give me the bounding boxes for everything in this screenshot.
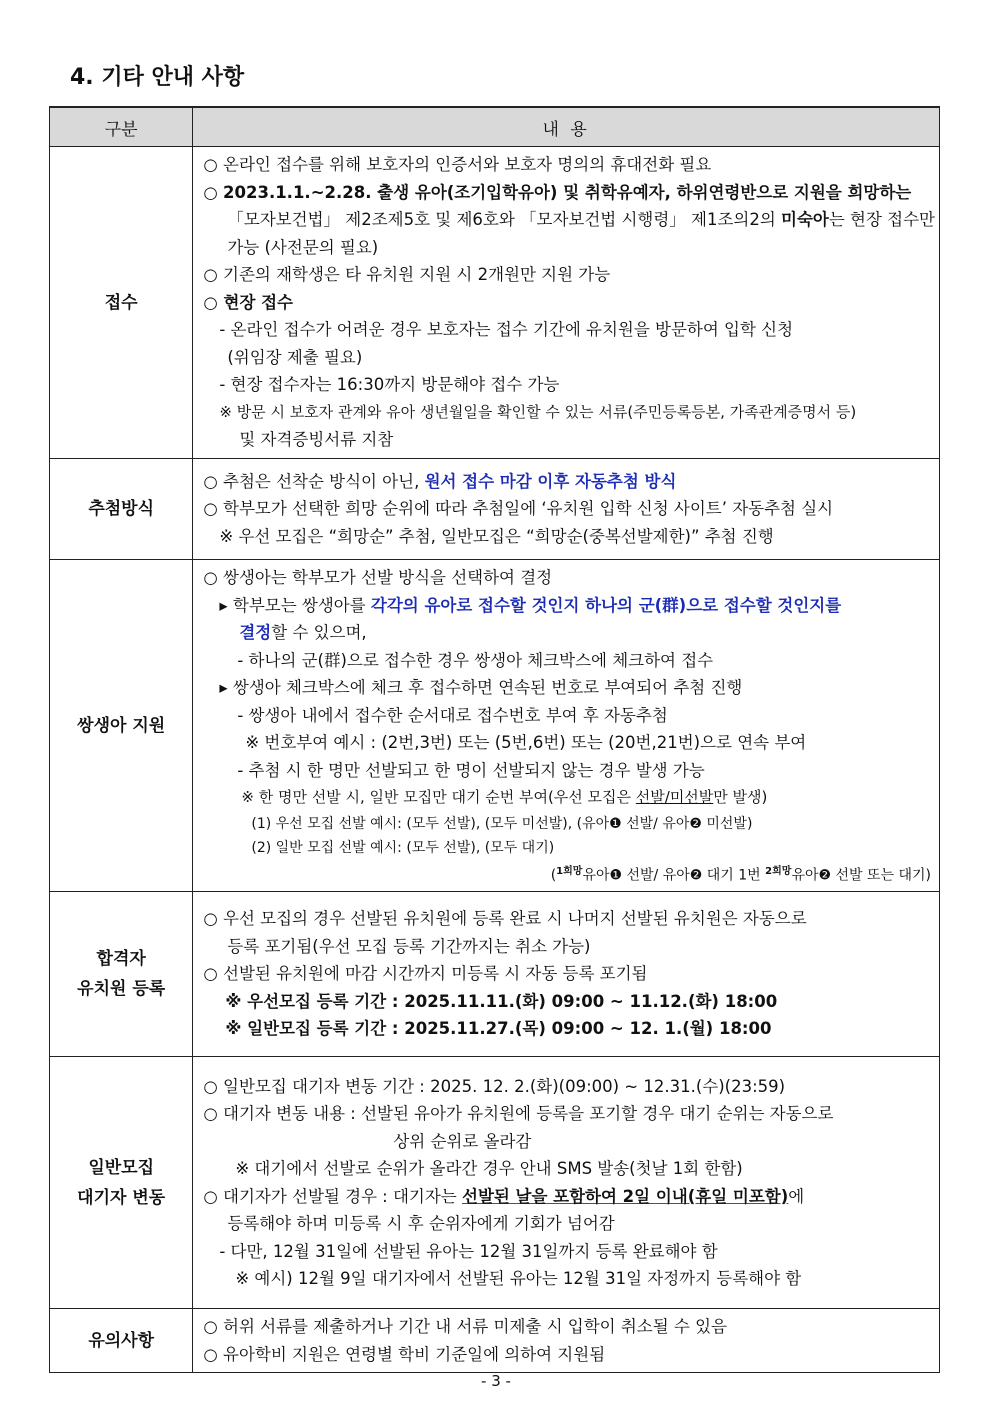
text-line: - 현장 접수자는 16:30까지 방문해야 접수 가능 [219, 375, 560, 395]
row-category: 유의사항 [50, 1309, 193, 1373]
text-line: ○ 선발된 유치원에 마감 시간까지 미등록 시 자동 등록 포기됨 [203, 964, 648, 984]
row-category: 쌍생아 지원 [50, 560, 193, 892]
row-content [193, 892, 940, 1057]
row-content [193, 147, 940, 459]
text-line: ○ 허위 서류를 제출하거나 기간 내 서류 미제출 시 입학이 취소될 수 있음 [203, 1317, 727, 1337]
table-row [50, 147, 940, 459]
text-line: (위임장 제출 필요) [227, 347, 363, 367]
table-row [50, 459, 940, 560]
text-line: ▸ 쌍생아 체크박스에 체크 후 접수하면 연속된 번호로 부여되어 추첨 진행 [219, 678, 743, 697]
text-line: ○ 대기자가 선발될 경우 : 대기자는 선발된 날을 포함하여 2일 이내(휴일 미포함)에 [203, 1186, 805, 1206]
table-row [50, 1309, 940, 1373]
row-category: 합격자 유치원 등록 [50, 892, 193, 1057]
text-line: ※ 예시) 12월 9일 대기자에서 선발된 유아는 12월 31일 자정까지 등록해야 함 [235, 1269, 802, 1289]
text-line: - 다만, 12월 31일에 선발된 유아는 12월 31일까지 등록 완료해야 함 [219, 1241, 718, 1261]
info-table [49, 106, 940, 1373]
text-line: - 추첨 시 한 명만 선발되고 한 명이 선발되지 않는 경우 발생 가능 [237, 760, 705, 780]
row-content [193, 459, 940, 560]
text-line: ○ 기존의 재학생은 타 유치원 지원 시 2개원만 지원 가능 [203, 265, 611, 285]
row-content [193, 560, 940, 892]
text-line: 「모자보건법」 제2조제5호 및 제6호와 「모자보건법 시행령」 제1조의2의 미숙아는 현장 접수만 [227, 210, 935, 230]
text-line: ○ 우선 모집의 경우 선발된 유치원에 등록 완료 시 나머지 선발된 유치원은 자동으로 [203, 909, 807, 929]
text-line: ○ 대기자 변동 내용 : 선발된 유아가 유치원에 등록을 포기할 경우 대기 순위는 자동으로 [203, 1104, 834, 1124]
text-line: - 온라인 접수가 어려운 경우 보호자는 접수 기간에 유치원을 방문하여 입학 신청 [219, 320, 794, 340]
text-line: ※ 대기에서 선발로 순위가 올라간 경우 안내 SMS 발송(첫날 1회 한함) [235, 1159, 743, 1179]
text-line: ○ 2023.1.1.~2.28. 출생 유아(조기입학유아) 및 취학유예자, 하위연령반으로 지원을 희망하는 [203, 182, 912, 202]
section-title: 4. 기타 안내 사항 [70, 65, 245, 90]
text-line: 상위 순위로 올라감 [393, 1131, 532, 1151]
text-line: 등록해야 하며 미등록 시 후 순위자에게 기회가 넘어감 [227, 1214, 615, 1234]
text-line: 및 자격증빙서류 지참 [239, 430, 394, 450]
table-row [50, 892, 940, 1057]
text-line: ○ 일반모집 대기자 변동 기간 : 2025. 12. 2.(화)(09:00) ~ 12.31.(수)(23:59) [203, 1076, 786, 1096]
text-line: - 쌍생아 내에서 접수한 순서대로 접수번호 부여 후 자동추첨 [237, 705, 668, 725]
header-category: 구분 [50, 107, 193, 147]
row-content [193, 1057, 940, 1309]
text-line: ○ 유아학비 지원은 연령별 학비 기준일에 의하여 지원됨 [203, 1344, 606, 1364]
text-line: ※ 한 명만 선발 시, 일반 모집만 대기 순번 부여(우선 모집은 선발/미선발만 발생) [241, 788, 768, 806]
text-line: 가능 (사전문의 필요) [227, 237, 379, 257]
header-content: 내 용 [193, 107, 940, 147]
text-line: ※ 우선모집 등록 기간 : 2025.11.11.(화) 09:00 ~ 11.12.(화) 18:00 [225, 991, 778, 1011]
text-line: 등록 포기됨(우선 모집 등록 기간까지는 취소 가능) [227, 936, 591, 956]
row-category: 접수 [50, 147, 193, 459]
text-line: (2) 일반 모집 선발 예시: (모두 선발), (모두 대기) [251, 839, 555, 856]
table-row [50, 1057, 940, 1309]
text-line: ○ 현장 접수 [203, 292, 294, 312]
row-category: 일반모집 대기자 변동 [50, 1057, 193, 1309]
text-line: ○ 쌍생아는 학부모가 선발 방식을 선택하여 결정 [203, 568, 553, 587]
row-category: 추첨방식 [50, 459, 193, 560]
text-line: ○ 학부모가 선택한 희망 순위에 따라 추첨일에 ‘유치원 입학 신청 사이트’ 자동추첨 실시 [203, 499, 834, 519]
text-line: ※ 일반모집 등록 기간 : 2025.11.27.(목) 09:00 ~ 12. 1.(월) 18:00 [225, 1019, 772, 1039]
text-line: ($^{1희망}$유아❶ 선발/ 유아❷ 대기 1번 $^{2희망}$유아❷ 선발 또는 대기) [550, 865, 931, 884]
text-line: (1) 우선 모집 선발 예시: (모두 선발), (모두 미선발), (유아❶ 선발/ 유아❷ 미선발) [251, 815, 753, 832]
row-content [193, 1309, 940, 1373]
text-line: ※ 방문 시 보호자 관계와 유아 생년월일을 확인할 수 있는 서류(주민등록등본, 가족관계증명서 등) [219, 402, 857, 421]
text-line: ○ 추첨은 선착순 방식이 아닌, 원서 접수 마감 이후 자동추첨 방식 [203, 471, 677, 491]
text-line: ※ 번호부여 예시 : (2번,3번) 또는 (5번,6번) 또는 (20번,21번)으로 연속 부여 [245, 733, 807, 752]
table-row [50, 560, 940, 892]
page-number: - 3 - [481, 1372, 511, 1390]
text-line: ▸ 학부모는 쌍생아를 각각의 유아로 접수할 것인지 하나의 군(群)으로 접수할 것인지를 [219, 595, 842, 615]
text-line: - 하나의 군(群)으로 접수한 경우 쌍생아 체크박스에 체크하여 접수 [237, 650, 714, 670]
text-line: ※ 우선 모집은 “희망순” 추첨, 일반모집은 “희망순(중복선발제한)” 추첨 진행 [219, 526, 774, 546]
text-line: 결정할 수 있으며, [239, 623, 367, 642]
table-header-row [50, 107, 940, 147]
text-line: ○ 온라인 접수를 위해 보호자의 인증서와 보호자 명의의 휴대전화 필요 [203, 155, 712, 175]
